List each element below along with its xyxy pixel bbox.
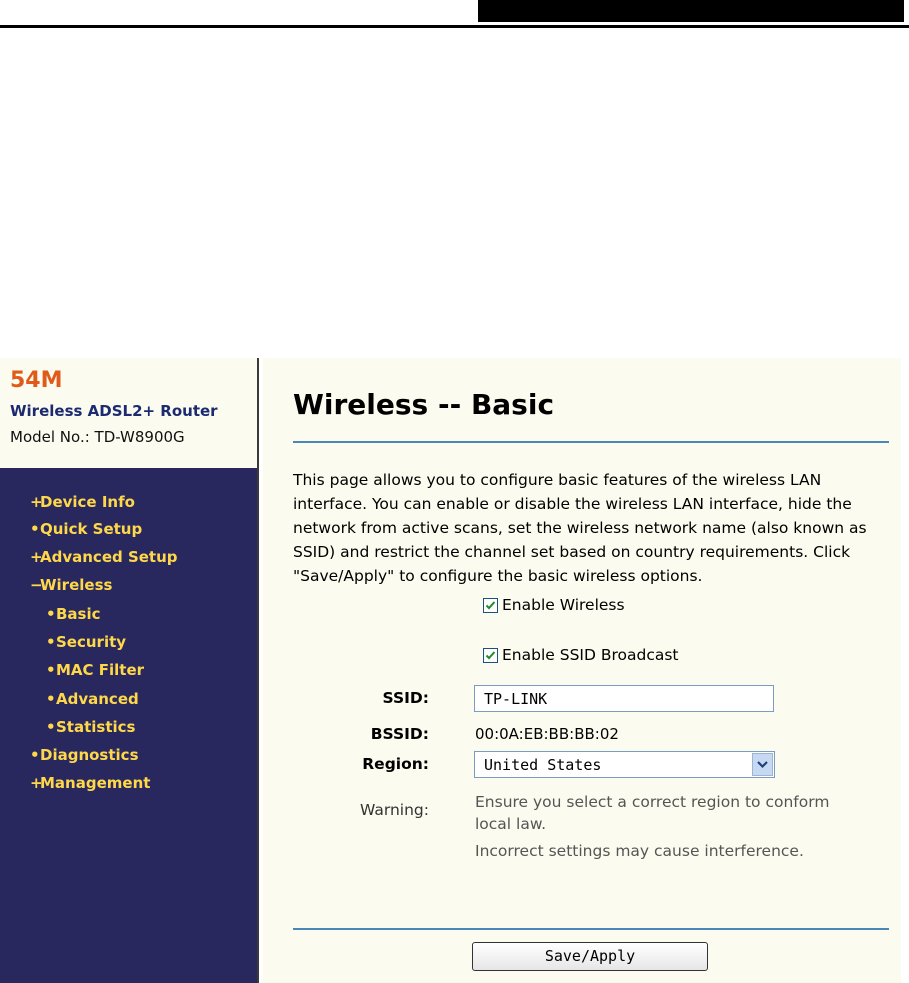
enable-wireless-checkbox[interactable] [483,598,498,613]
save-apply-button[interactable]: Save/Apply [472,942,708,971]
warning-label: Warning: [360,801,429,819]
brand-panel [0,358,257,468]
sidebar-item-device-info[interactable] [30,493,135,511]
sidebar-item-label: Quick Setup [40,520,143,538]
sidebar [0,358,257,983]
sidebar-item-security[interactable] [46,633,126,651]
model-label: Model No.: [10,428,95,446]
header-black-bar [478,0,904,22]
brand-product-name: Wireless ADSL2+ Router [10,402,218,420]
enable-wireless-row [483,596,625,614]
sidebar-item-label: Statistics [56,718,136,736]
sidebar-item-statistics[interactable] [46,718,135,736]
sidebar-item-label: Device Info [40,493,135,511]
sidebar-item-label: MAC Filter [56,661,145,679]
page-description [293,468,893,588]
sidebar-item-advanced[interactable] [46,690,139,708]
enable-wireless-label: Enable Wireless [502,596,625,614]
bssid-label: BSSID: [370,725,429,743]
router-screenshot [0,358,901,983]
footer-divider [293,928,889,930]
region-selected-value: United States [484,756,602,774]
brand-model [10,428,185,446]
enable-ssid-broadcast-label: Enable SSID Broadcast [502,646,679,664]
expand-plus-icon: + [30,774,43,792]
region-label: Region: [362,755,429,773]
dropdown-arrow-icon[interactable] [752,753,773,776]
bullet-icon: • [46,633,56,651]
description-text: This page allows you to configure basic features of the wireless LAN interface. You can enable or disable the wireless LAN interface, hide the network from active scans, set the wireless network name (also known as SSID) and restrict the channel set based on country requirements. Click "Save/Apply" to configure the basic wireless options. [293,471,867,585]
sidebar-item-diagnostics[interactable] [30,746,139,764]
bullet-icon: • [30,520,40,538]
checkmark-icon [484,599,497,612]
bullet-icon: • [46,718,56,736]
checkmark-icon [484,649,497,662]
title-divider [293,441,889,443]
warning-text-region: Ensure you select a correct region to conform local law. [475,793,830,833]
bullet-icon: • [30,746,40,764]
sidebar-item-label: Basic [56,605,101,623]
warning-text-interference: Incorrect settings may cause interference. [475,842,804,860]
collapse-minus-icon: − [30,576,43,594]
sidebar-item-wireless[interactable] [30,576,112,594]
sidebar-item-label: Advanced [56,690,139,708]
page-title: Wireless -- Basic [293,388,555,421]
bullet-icon: • [46,605,56,623]
enable-ssid-broadcast-row [483,646,679,664]
expand-plus-icon: + [30,493,43,511]
enable-ssid-broadcast-checkbox[interactable] [483,648,498,663]
header-rule [0,25,909,28]
ssid-label: SSID: [382,689,429,707]
brand-speed: 54M [10,368,63,393]
chevron-down-icon [753,754,772,775]
sidebar-item-label: Management [40,774,151,792]
sidebar-item-label: Diagnostics [40,746,139,764]
bullet-icon: • [46,690,56,708]
sidebar-item-label: Security [56,633,127,651]
sidebar-item-basic[interactable] [46,605,101,623]
expand-plus-icon: + [30,548,43,566]
sidebar-item-label: Wireless [40,576,113,594]
bssid-value: 00:0A:EB:BB:BB:02 [475,725,619,743]
bullet-icon: • [46,661,56,679]
sidebar-item-management[interactable] [30,774,150,792]
sidebar-item-quick-setup[interactable] [30,520,142,538]
sidebar-item-mac-filter[interactable] [46,661,144,679]
sidebar-nav [0,468,257,983]
content-panel [263,358,901,983]
region-select[interactable] [474,751,775,778]
sidebar-divider [257,358,259,983]
sidebar-item-advanced-setup[interactable] [30,548,178,566]
sidebar-item-label: Advanced Setup [40,548,178,566]
ssid-input[interactable]: TP-LINK [474,685,774,712]
model-number: TD-W8900G [94,428,185,446]
